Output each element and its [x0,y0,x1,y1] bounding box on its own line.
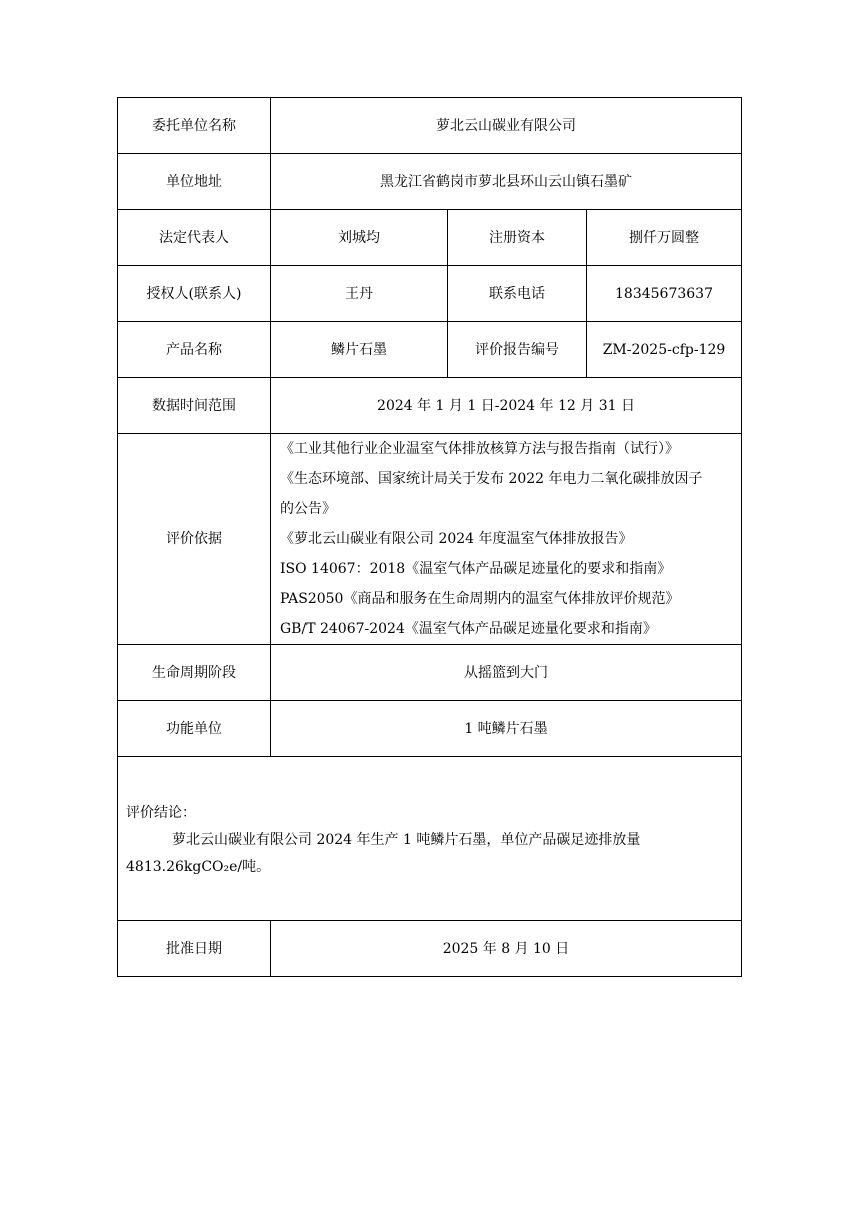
table-row [118,921,742,977]
basis-item: ISO 14067：2018《温室气体产品碳足迹量化的要求和指南》 [280,561,672,577]
approval-date-label: 批准日期 [118,921,271,977]
functional-unit-value: 1 吨鳞片石墨 [271,701,742,757]
table-row [118,98,742,154]
data-range-label: 数据时间范围 [118,378,271,434]
legal-rep-label: 法定代表人 [118,210,271,266]
legal-rep-value: 刘城均 [271,210,448,266]
basis-item: PAS2050《商品和服务在生命周期内的温室气体排放评价规范》 [280,591,680,607]
report-no-value: ZM-2025-cfp-129 [587,322,742,378]
lifecycle-label: 生命周期阶段 [118,645,271,701]
capital-label: 注册资本 [448,210,587,266]
address-value: 黑龙江省鹤岗市萝北县环山云山镇石墨矿 [271,154,742,210]
capital-value: 捌仟万圆整 [587,210,742,266]
table-row [118,154,742,210]
functional-unit-label: 功能单位 [118,701,271,757]
conclusion-cell [118,757,742,921]
product-label: 产品名称 [118,322,271,378]
client-value: 萝北云山碳业有限公司 [271,98,742,154]
product-value: 鳞片石墨 [271,322,448,378]
contact-value: 王丹 [271,266,448,322]
conclusion-title: 评价结论： [126,805,196,821]
conclusion-body: 萝北云山碳业有限公司 2024 年生产 1 吨鳞片石墨，单位产品碳足迹排放量 4813.26kgCO₂e/吨。 [126,832,641,875]
client-label: 委托单位名称 [118,98,271,154]
data-range-value: 2024 年 1 月 1 日-2024 年 12 月 31 日 [271,378,742,434]
lifecycle-value: 从摇篮到大门 [271,645,742,701]
phone-value: 18345673637 [587,266,742,322]
table-row [118,757,742,921]
table-row [118,701,742,757]
report-no-label: 评价报告编号 [448,322,587,378]
contact-label: 授权人(联系人) [118,266,271,322]
basis-list [271,434,742,645]
table-row [118,378,742,434]
table-row [118,210,742,266]
basis-item: 《生态环境部、国家统计局关于发布 2022 年电力二氧化碳排放因子 [280,471,703,487]
basis-item: 《工业其他行业企业温室气体排放核算方法与报告指南（试行）》 [280,441,679,457]
phone-label: 联系电话 [448,266,587,322]
table-row [118,434,742,645]
address-label: 单位地址 [118,154,271,210]
basis-label: 评价依据 [118,434,271,645]
basis-item: 的公告》 [280,501,336,517]
table-row [118,645,742,701]
approval-date-value: 2025 年 8 月 10 日 [271,921,742,977]
table-row [118,322,742,378]
table-row [118,266,742,322]
basis-item: GB/T 24067-2024《温室气体产品碳足迹量化要求和指南》 [280,621,657,637]
evaluation-info-table [117,97,742,977]
basis-item: 《萝北云山碳业有限公司 2024 年度温室气体排放报告》 [280,531,633,547]
